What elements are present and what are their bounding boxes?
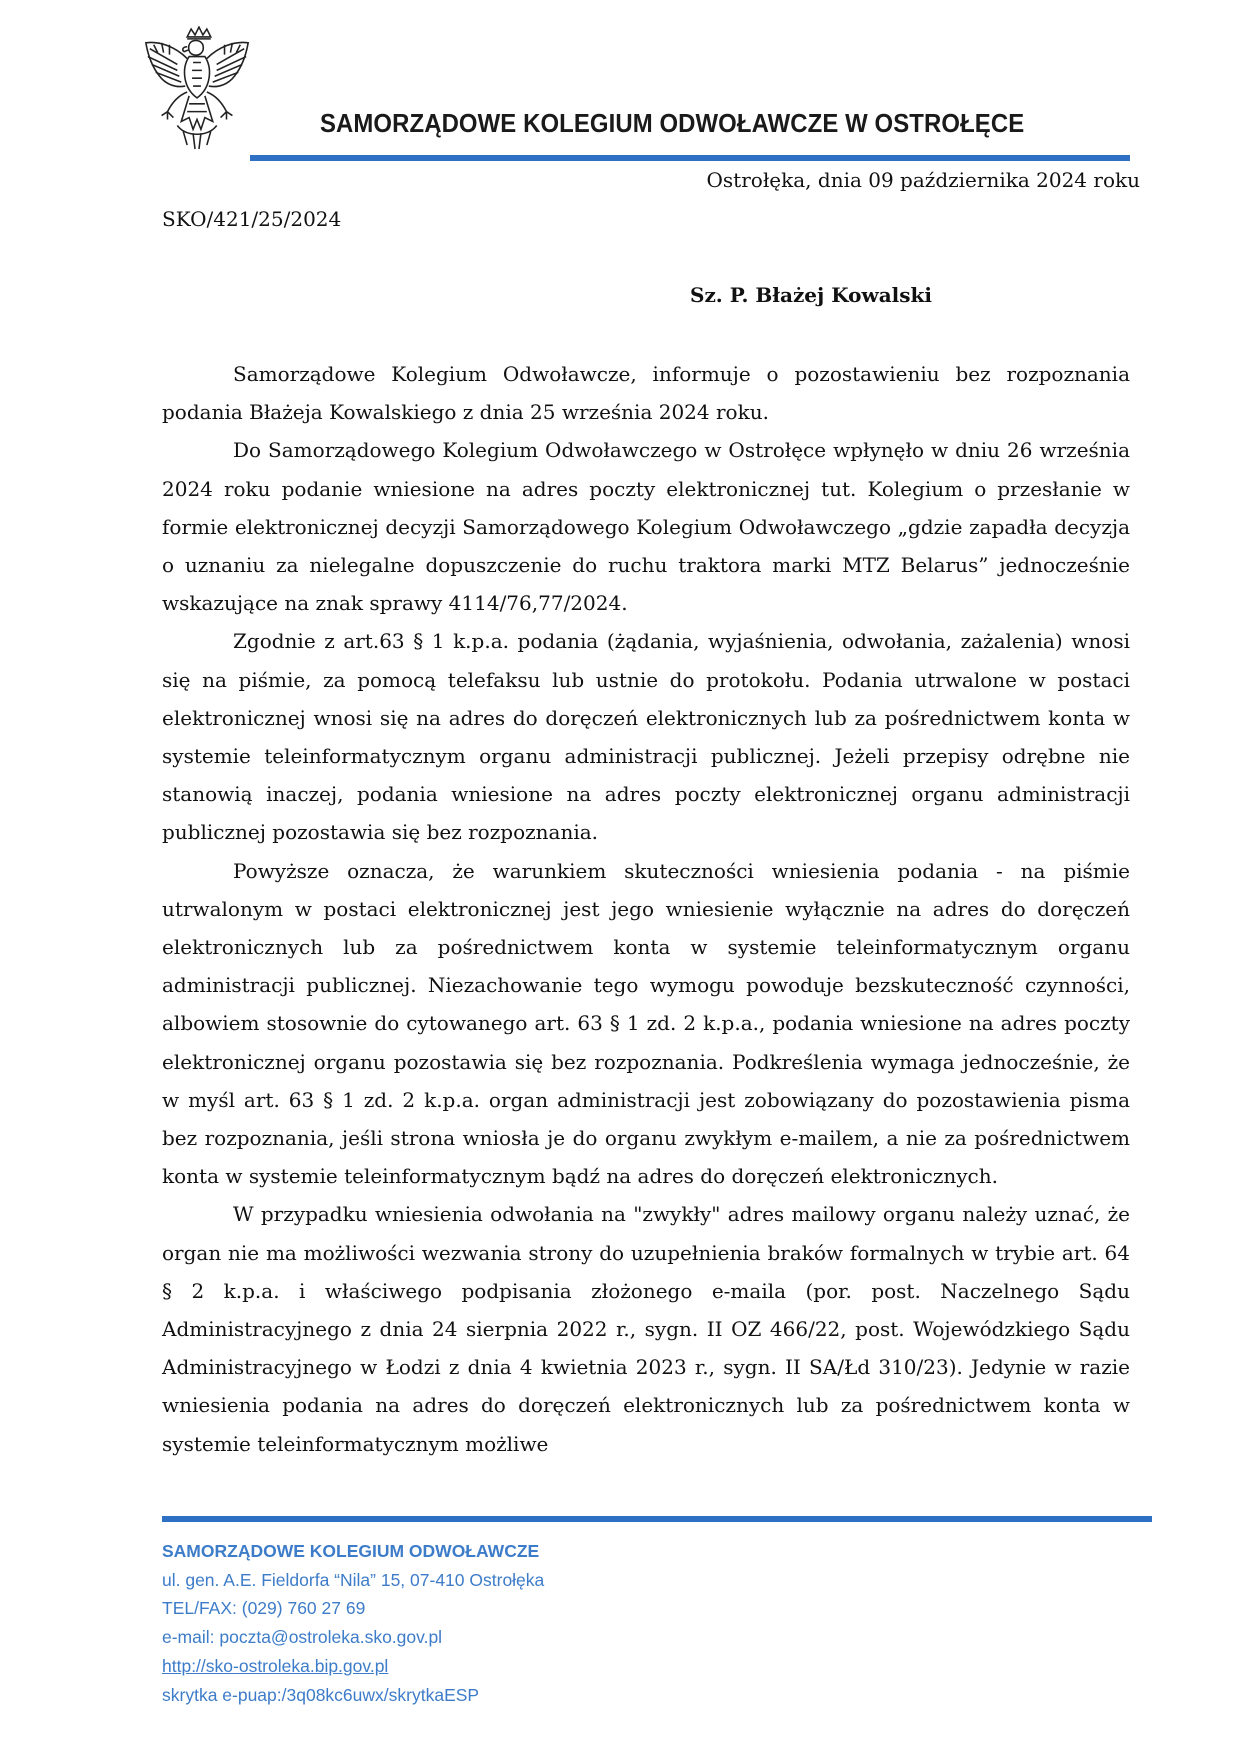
header-divider bbox=[250, 155, 1130, 161]
footer-organization: SAMORZĄDOWE KOLEGIUM ODWOŁAWCZE bbox=[162, 1541, 540, 1561]
body-paragraph: Samorządowe Kolegium Odwoławcze, informuje o pozostawieniu bez rozpoznania podania Błażeja Kowalskiego z dnia 25 września 2024 roku. bbox=[162, 362, 1130, 425]
footer-divider bbox=[162, 1516, 1152, 1522]
letter-body bbox=[162, 355, 1130, 1463]
body-paragraph: W przypadku wniesienia odwołania na "zwykły" adres mailowy organu należy uznać, że organ nie ma możliwości wezwania strony do uzupełnienia braków formalnych w trybie art. 64 § 2 k.p.a. i właściwego podpisania złożonego e-maila (por. post. Naczelnego Sądu Administracyjnego z dnia 24 sierpnia 2022 r., sygn. II OZ 466/22, post. Wojewódzkiego Sądu Administracyjnego w Łodzi z dnia 4 kwietnia 2023 r., sygn. II SA/Łd 310/23). Jedynie w razie wniesienia podania na adres do doręczeń elektronicznych lub za pośrednictwem konta w systemie teleinformatycznym możliwe bbox=[162, 1202, 1130, 1456]
body-paragraph: Zgodnie z art.63 § 1 k.p.a. podania (żądania, wyjaśnienia, odwołania, zażalenia) wnosi się na piśmie, za pomocą telefaksu lub ustnie do protokołu. Podania utrwalone w postaci elektronicznej wnosi się na adres do doręczeń elektronicznych lub za pośrednictwem konta w systemie teleinformatycznym organu administracji publicznej. Jeżeli przepisy odrębne nie stanowią inaczej, podania wniesione na adres poczty elektronicznej organu administracji publicznej pozostawia się bez rozpoznania. bbox=[162, 629, 1130, 845]
footer-address: ul. gen. A.E. Fieldorfa “Nila” 15, 07-410 Ostrołęka bbox=[162, 1569, 545, 1590]
body-paragraph: Powyższe oznacza, że warunkiem skuteczności wniesienia podania - na piśmie utrwalonym w postaci elektronicznej jest jego wniesienie wyłącznie na adres do doręczeń elektronicznych lub za pośrednictwem konta w systemie teleinformatycznym organu administracji publicznej. Niezachowanie tego wymogu powoduje bezskuteczność czynności, albowiem stosownie do cytowanego art. 63 § 1 zd. 2 k.p.a., podania wniesione na adres poczty elektronicznej organu pozostawia się bez rozpoznania. Podkreślenia wymaga jednocześnie, że w myśl art. 63 § 1 zd. 2 k.p.a. organ administracji jest zobowiązany do pozostawienia pisma bez rozpoznania, jeśli strona wniosła je do organu zwykłym e-mailem, a nie za pośrednictwem konta w systemie teleinformatycznym bądź na adres do doręczeń elektronicznych. bbox=[162, 858, 1130, 1189]
footer-website-link[interactable]: http://sko-ostroleka.bip.gov.pl bbox=[162, 1655, 389, 1676]
body-paragraph: Do Samorządowego Kolegium Odwoławczego w Ostrołęce wpłynęło w dniu 26 września 2024 roku podanie wniesione na adres poczty elektronicznej tut. Kolegium o przesłanie w formie elektronicznej decyzji Samorządowego Kolegium Odwoławczego „gdzie zapadła decyzja o uznaniu za nielegalne dopuszczenie do ruchu traktora marki MTZ Belarus” jednocześnie wskazujące na znak sprawy 4114/76,77/2024. bbox=[162, 438, 1130, 616]
footer-phone: TEL/FAX: (029) 760 27 69 bbox=[162, 1598, 366, 1619]
footer-email: e-mail: poczta@ostroleka.sko.gov.pl bbox=[162, 1627, 443, 1648]
footer bbox=[162, 1537, 544, 1709]
footer-epuap: skrytka e-puap:/3q08kc6uwx/skrytkaESP bbox=[162, 1684, 480, 1705]
organization-header: SAMORZĄDOWE KOLEGIUM ODWOŁAWCZE W OSTROŁĘCE bbox=[320, 108, 1025, 138]
case-reference: SKO/421/25/2024 bbox=[162, 207, 342, 231]
polish-eagle-emblem bbox=[138, 26, 256, 156]
addressee: Sz. P. Błażej Kowalski bbox=[690, 283, 932, 307]
place-and-date: Ostrołęka, dnia 09 października 2024 roku bbox=[706, 168, 1140, 192]
